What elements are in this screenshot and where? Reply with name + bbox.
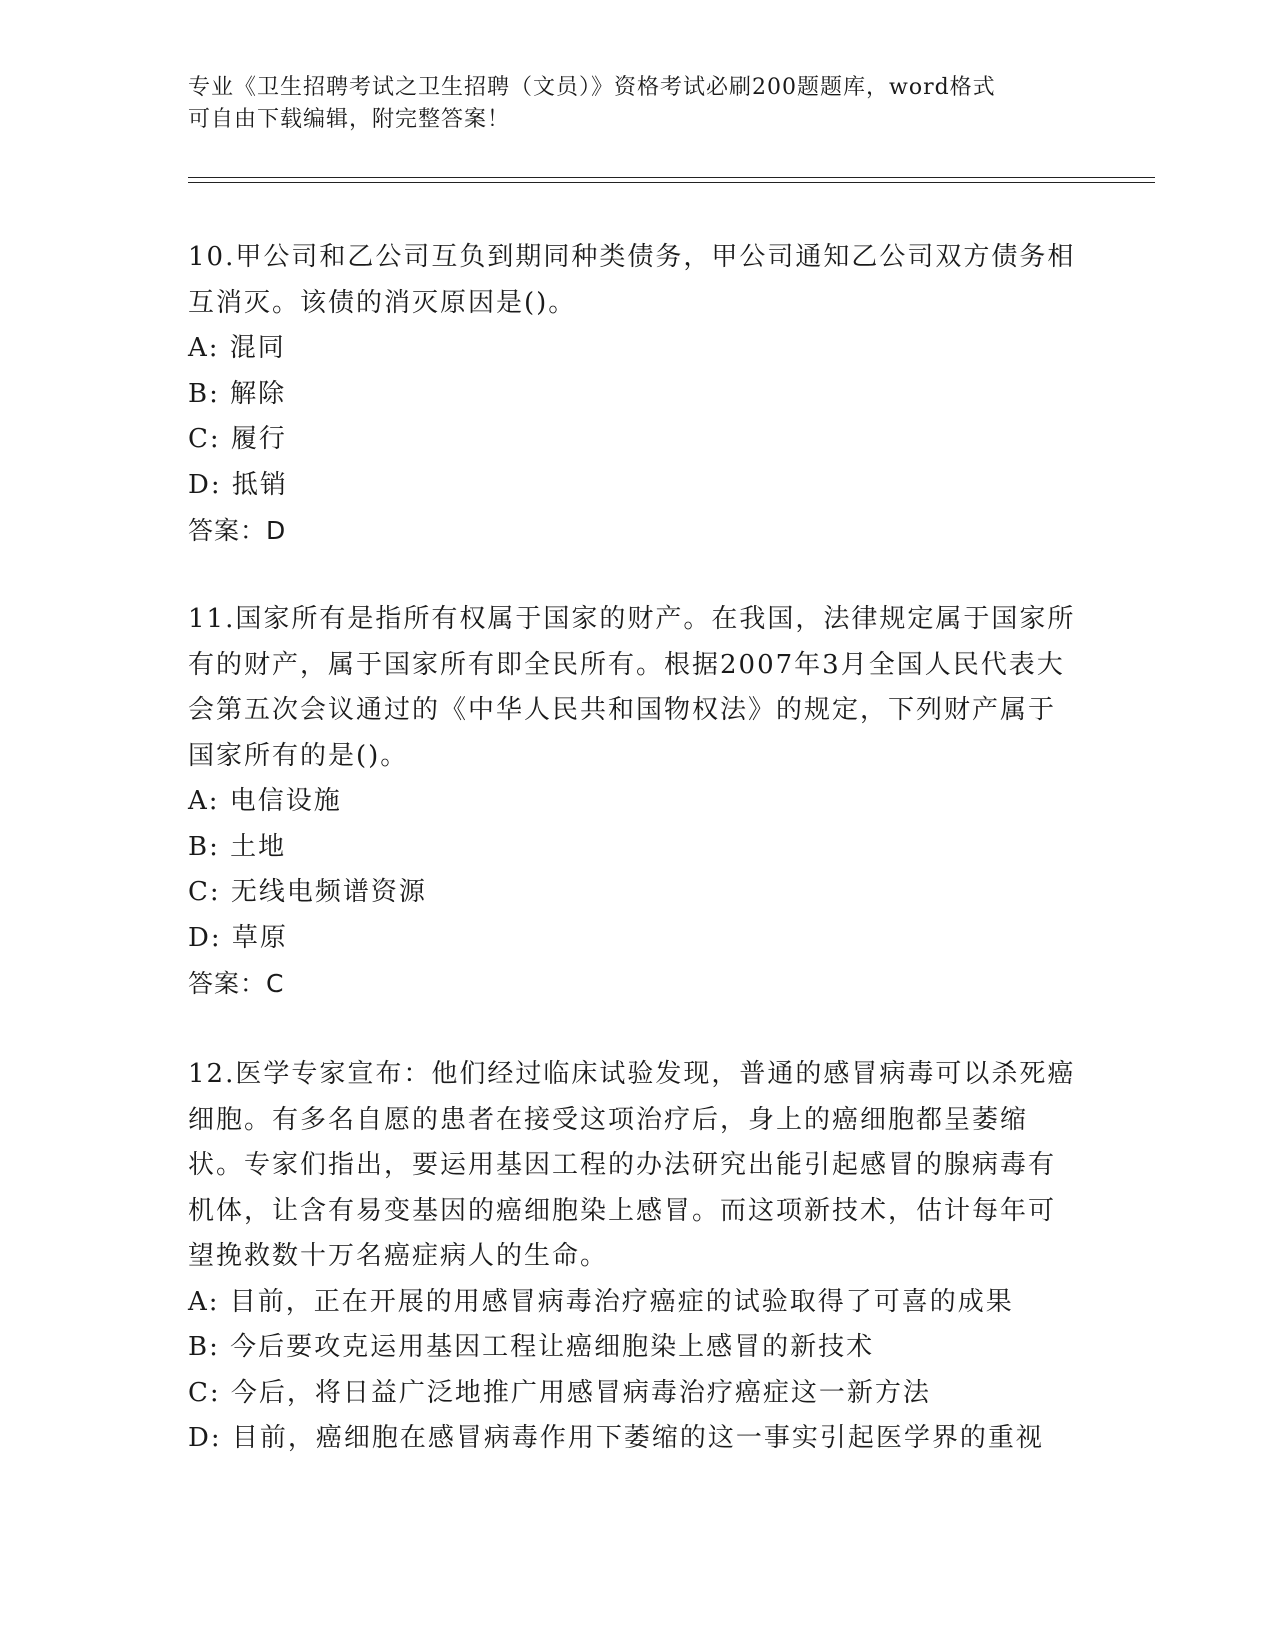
option-a: A: 混同 bbox=[188, 333, 286, 363]
option-b: B: 今后要攻克运用基因工程让癌细胞染上感冒的新技术 bbox=[188, 1332, 875, 1362]
question-10 bbox=[188, 235, 1078, 554]
question-text: 11.国家所有是指所有权属于国家的财产。在我国，法律规定属于国家所有的财产，属于国家所有即全民所有。根据2007年3月全国人民代表大会第五次会议通过的《中华人民共和国物权法》的规定，下列财产属于国家所有的是()。 bbox=[188, 604, 1076, 771]
header-divider-bottom bbox=[188, 182, 1155, 183]
question-text: 12.医学专家宣布：他们经过临床试验发现，普通的感冒病毒可以杀死癌细胞。有多名自愿的患者在接受这项治疗后，身上的癌细胞都呈萎缩状。专家们指出，要运用基因工程的办法研究出能引起感冒的腺病毒有机体，让含有易变基因的癌细胞染上感冒。而这项新技术，估计每年可望挽救数十万名癌症病人的生命。 bbox=[188, 1059, 1076, 1271]
option-a: A: 电信设施 bbox=[188, 786, 342, 816]
header-line-2: 可自由下载编辑，附完整答案！ bbox=[188, 107, 511, 132]
question-text: 10.甲公司和乙公司互负到期同种类债务，甲公司通知乙公司双方债务相互消灭。该债的消灭原因是()。 bbox=[188, 242, 1076, 318]
option-d: D: 草原 bbox=[188, 922, 288, 953]
option-a: A: 目前，正在开展的用感冒病毒治疗癌症的试验取得了可喜的成果 bbox=[188, 1286, 1014, 1317]
option-c: C: 无线电频谱资源 bbox=[188, 877, 427, 907]
option-c: C: 今后，将日益广泛地推广用感冒病毒治疗癌症这一新方法 bbox=[188, 1377, 931, 1408]
option-b: B: 土地 bbox=[188, 831, 287, 862]
option-c: C: 履行 bbox=[188, 424, 287, 454]
option-b: B: 解除 bbox=[188, 378, 287, 409]
document-header bbox=[188, 72, 1068, 136]
header-divider-top bbox=[188, 177, 1155, 178]
question-12 bbox=[188, 1052, 1078, 1462]
answer-line: 答案：D bbox=[188, 516, 287, 545]
header-line-1: 专业《卫生招聘考试之卫生招聘（文员）》资格考试必刷200题题库，word格式 bbox=[188, 75, 996, 100]
answer-line: 答案：C bbox=[188, 969, 285, 998]
question-11 bbox=[188, 597, 1078, 1007]
option-d: D: 目前，癌细胞在感冒病毒作用下萎缩的这一事实引起医学界的重视 bbox=[188, 1423, 1044, 1453]
option-d: D: 抵销 bbox=[188, 469, 288, 500]
